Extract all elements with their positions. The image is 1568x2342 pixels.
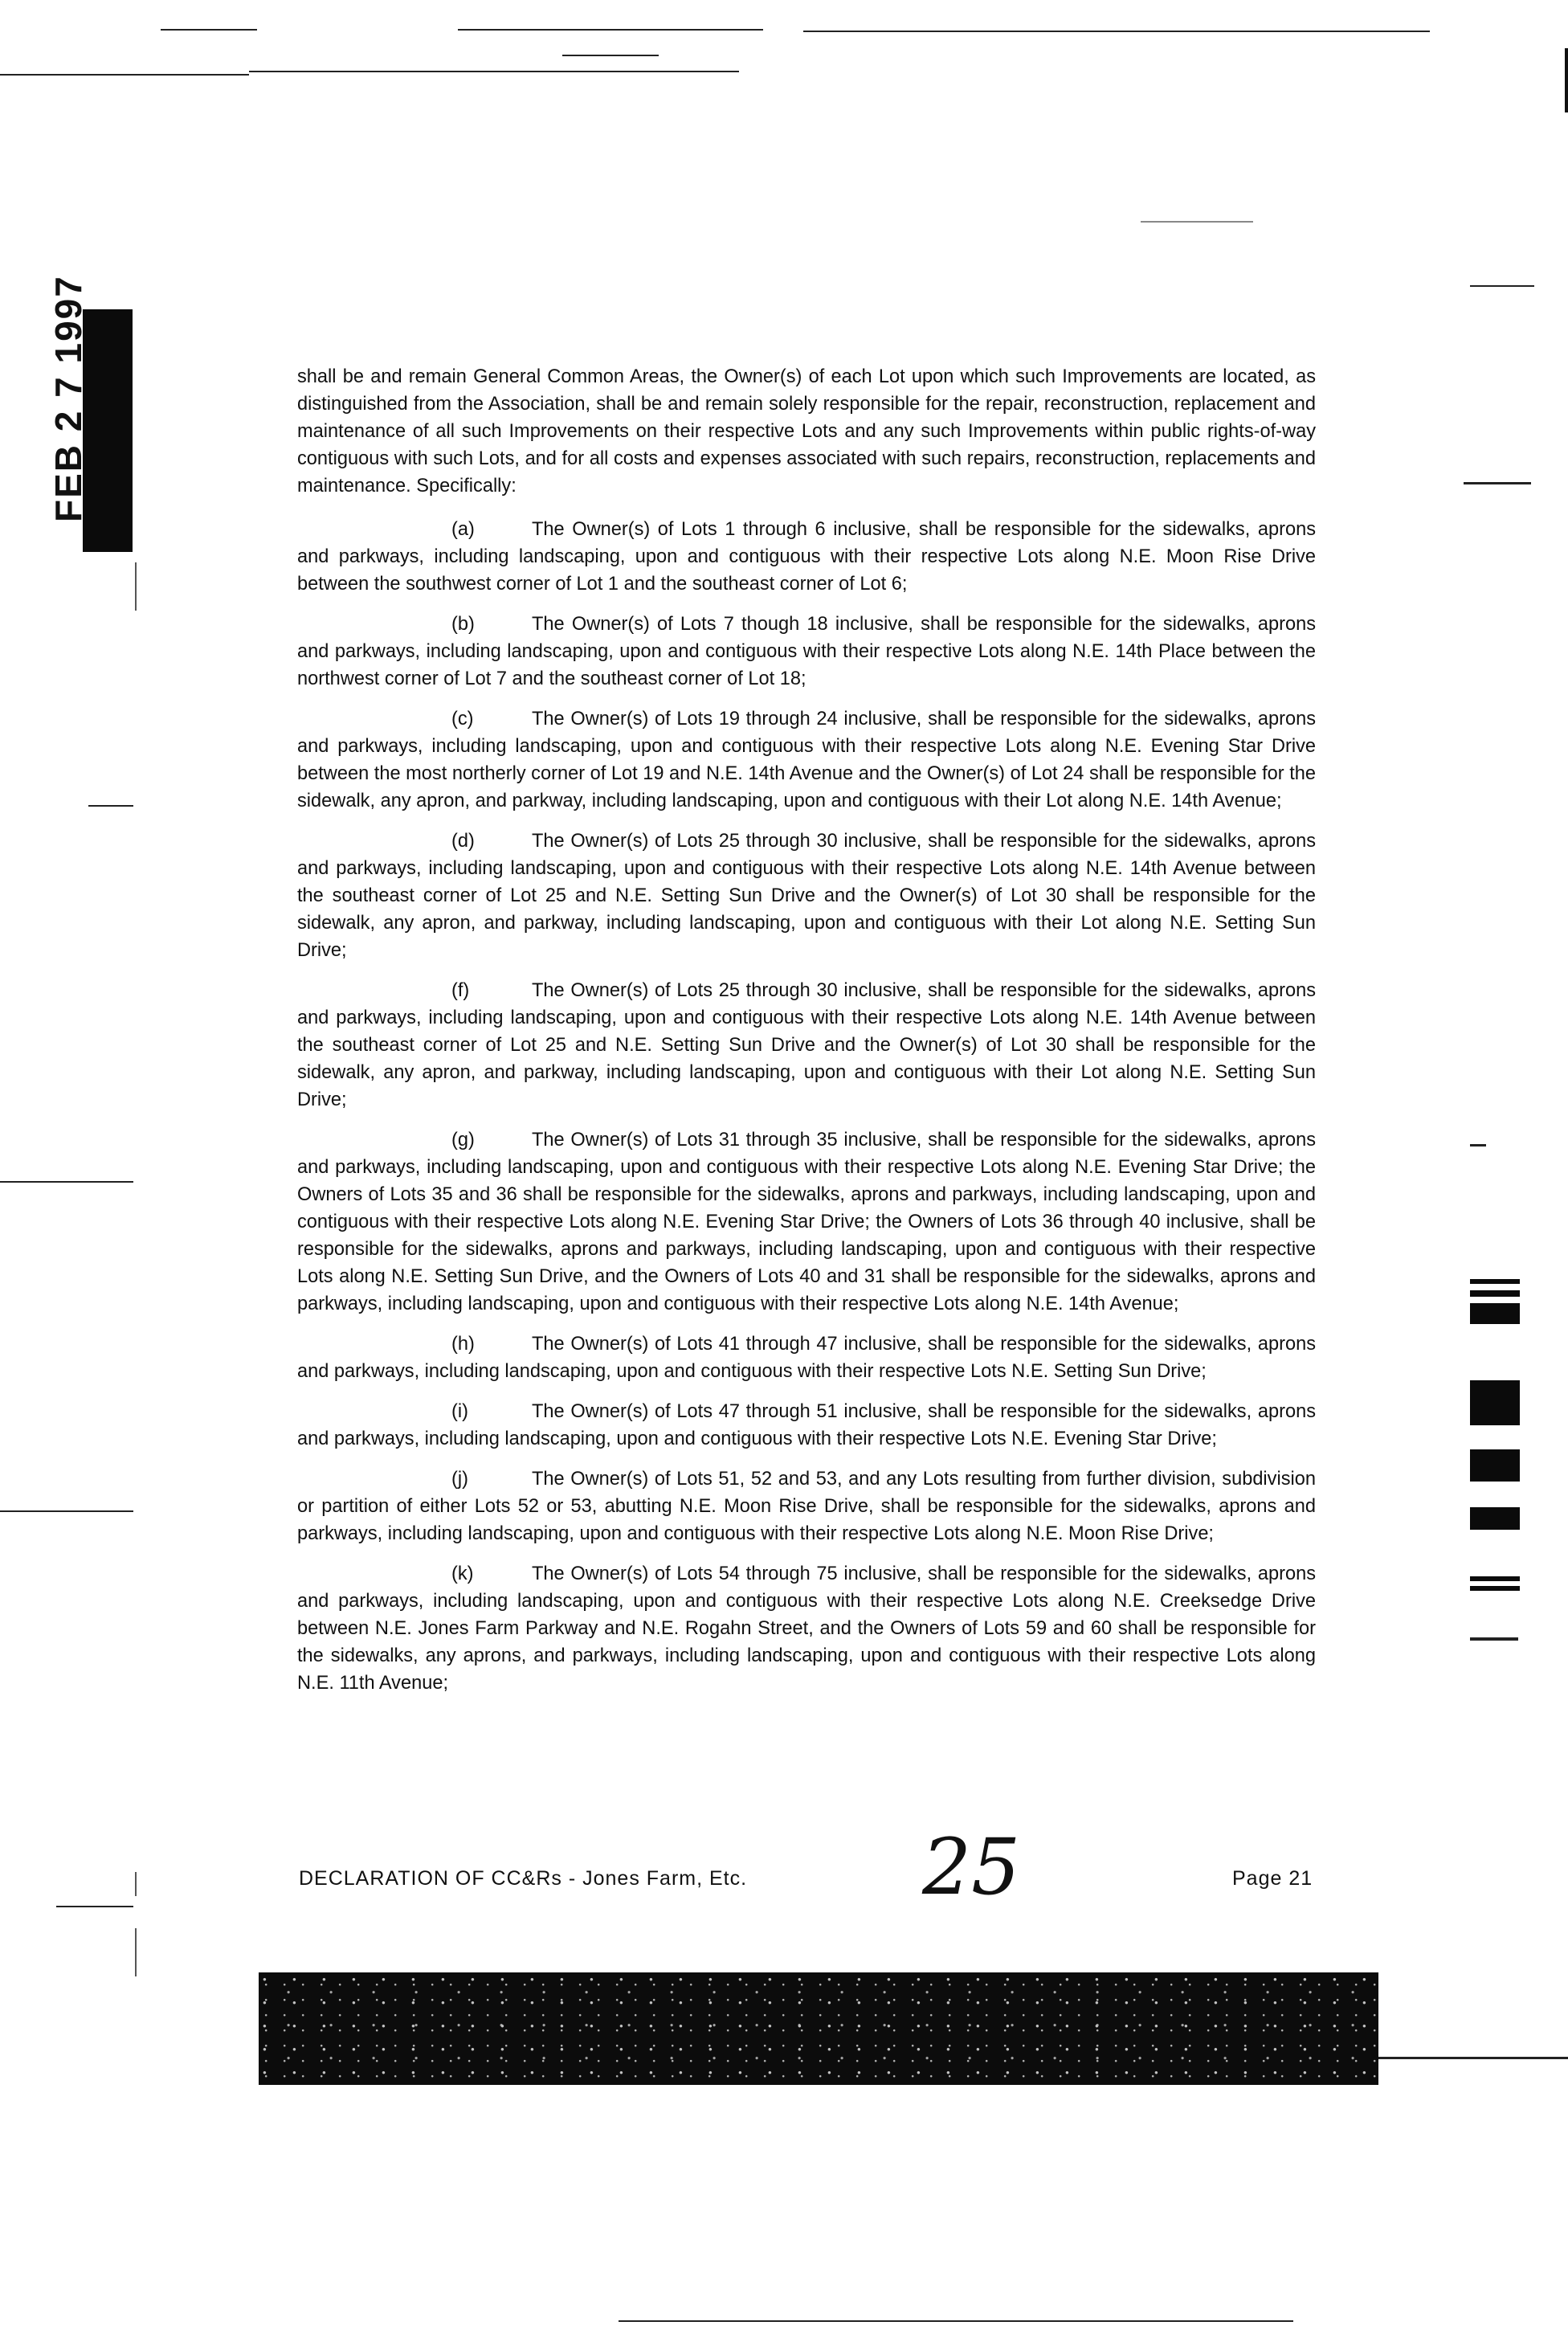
scan-rule bbox=[1358, 2057, 1568, 2059]
clause-paragraph bbox=[297, 1560, 1316, 1697]
scan-rule bbox=[1470, 1637, 1518, 1641]
clause-paragraph bbox=[297, 828, 1316, 964]
clause-paragraph bbox=[297, 516, 1316, 598]
scan-mark bbox=[1470, 1507, 1520, 1530]
clause-text: The Owner(s) of Lots 54 through 75 inclusive, shall be responsible for the sidewalks, aprons and parkways, including landscaping, upon and contiguous with their respective Lots along N.E. Creeksedge Drive between N.E. Jones Farm Parkway and N.E. Rogahn Street, and the Owners of Lots 59 and 60 shall be responsible for the sidewalks, any aprons, and parkways, including landscaping, upon and contiguous with their respective Lots along N.E. 11th Avenue; bbox=[297, 1563, 1316, 1694]
clause-text: The Owner(s) of Lots 31 through 35 inclusive, shall be responsible for the sidewalks, aprons and parkways, including landscaping, upon and contiguous with their respective Lots along N.E. Evening Star Drive; the Owners of Lots 35 and 36 shall be responsible for the sidewalks, aprons and parkways, including landscaping, upon and contiguous with their respective Lots along N.E. Evening Star Drive; the Owners of Lots 36 through 40 inclusive, shall be responsible for the sidewalks, aprons and parkways, including landscaping, upon and contiguous with their respective Lots along N.E. Setting Sun Drive, and the Owners of Lots 40 and 31 shall be responsible for the sidewalks, aprons and parkways, including landscaping, upon and contiguous with their respective Lots along N.E. 14th Avenue; bbox=[297, 1130, 1316, 1314]
scan-rule bbox=[1470, 285, 1534, 287]
scan-rule bbox=[88, 805, 133, 807]
clause-label: (f) bbox=[451, 980, 470, 1001]
scan-mark bbox=[135, 562, 137, 611]
clause-text: The Owner(s) of Lots 19 through 24 inclusive, shall be responsible for the sidewalks, aprons and parkways, including landscaping, upon and contiguous with their respective Lots along N.E. Evening Star Drive between the most northerly corner of Lot 19 and N.E. 14th Avenue and the Owner(s) of Lot 24 shall be responsible for the sidewalk, any apron, and parkway, including landscaping, upon and contiguous with their Lot along N.E. 14th Avenue; bbox=[297, 709, 1316, 811]
clause-paragraph bbox=[297, 611, 1316, 693]
footer-page-number: Page 21 bbox=[1232, 1867, 1313, 1890]
clause-text: The Owner(s) of Lots 7 though 18 inclusive, shall be responsible for the sidewalks, aprons and parkways, including landscaping, upon and contiguous with their respective Lots along N.E. 14th Place between the northwest corner of Lot 7 and the southeast corner of Lot 18; bbox=[297, 614, 1316, 689]
scan-rule bbox=[161, 29, 257, 31]
filing-date-stamp: FEB 2 7 1997 bbox=[47, 275, 89, 522]
scan-mark bbox=[1470, 1380, 1520, 1425]
clause-paragraph bbox=[297, 1398, 1316, 1453]
handwritten-page-number: 25 bbox=[922, 1822, 1021, 1912]
scan-rule bbox=[56, 1906, 133, 1907]
clause-list bbox=[297, 516, 1316, 1697]
scan-rule bbox=[249, 71, 739, 72]
clause-label: (i) bbox=[451, 1401, 468, 1422]
scan-rule bbox=[1470, 1144, 1486, 1146]
clause-label: (a) bbox=[451, 519, 475, 540]
scan-mark bbox=[1470, 1303, 1520, 1324]
clause-label: (h) bbox=[451, 1334, 475, 1355]
clause-text: The Owner(s) of Lots 1 through 6 inclusive, shall be responsible for the sidewalks, aprons and parkways, including landscaping, upon and contiguous with their respective Lots along N.E. Moon Rise Drive between the southwest corner of Lot 1 and the southeast corner of Lot 6; bbox=[297, 519, 1316, 595]
clause-text: The Owner(s) of Lots 51, 52 and 53, and any Lots resulting from further division, subdivision or partition of either Lots 52 or 53, abutting N.E. Moon Rise Drive, shall be responsible for the sidewalks, aprons and parkways, including landscaping, upon and contiguous with their respective Lots along N.E. Moon Rise Drive; bbox=[297, 1469, 1316, 1544]
scan-rule bbox=[803, 31, 1430, 32]
clause-paragraph bbox=[297, 977, 1316, 1114]
clause-text: The Owner(s) of Lots 25 through 30 inclusive, shall be responsible for the sidewalks, aprons and parkways, including landscaping, upon and contiguous with their respective Lots along N.E. 14th Avenue between the southeast corner of Lot 25 and N.E. Setting Sun Drive and the Owner(s) of Lot 30 shall be responsible for the sidewalk, any apron, and parkway, including landscaping, upon and contiguous with their Lot along N.E. Setting Sun Drive; bbox=[297, 980, 1316, 1110]
clause-paragraph bbox=[297, 1330, 1316, 1385]
clause-text: The Owner(s) of Lots 25 through 30 inclusive, shall be responsible for the sidewalks, aprons and parkways, including landscaping, upon and contiguous with their respective Lots along N.E. 14th Avenue between the southeast corner of Lot 25 and N.E. Setting Sun Drive and the Owner(s) of Lot 30 shall be responsible for the sidewalk, any apron, and parkway, including landscaping, upon and contiguous with their Lot along N.E. Setting Sun Drive; bbox=[297, 831, 1316, 961]
clause-text: The Owner(s) of Lots 47 through 51 inclusive, shall be responsible for the sidewalks, aprons and parkways, including landscaping, upon and contiguous with their respective Lots N.E. Evening Star Drive; bbox=[297, 1401, 1316, 1449]
clause-label: (c) bbox=[451, 709, 474, 730]
scan-rule bbox=[562, 55, 659, 56]
scan-mark bbox=[135, 1928, 137, 1976]
scan-rule bbox=[1464, 482, 1531, 484]
clause-label: (k) bbox=[451, 1563, 474, 1584]
scan-rule bbox=[0, 74, 249, 76]
clause-paragraph bbox=[297, 1465, 1316, 1547]
scan-noise-speckle bbox=[259, 1972, 1378, 2085]
document-body bbox=[297, 363, 1316, 1710]
scan-rule bbox=[0, 1510, 133, 1512]
clause-paragraph bbox=[297, 705, 1316, 815]
clause-label: (g) bbox=[451, 1130, 475, 1151]
clause-label: (b) bbox=[451, 614, 475, 635]
scan-mark bbox=[1470, 1290, 1520, 1297]
scan-mark bbox=[1470, 1279, 1520, 1284]
scan-noise-band bbox=[259, 1972, 1378, 2085]
intro-paragraph: shall be and remain General Common Areas, the Owner(s) of each Lot upon which such Improvements are located, as distinguished from the Association, shall be and remain solely responsible for the repair, reconstruction, replacement and maintenance of all such Improvements on their respective Lots and any such Improvements within public rights-of-way contiguous with such Lots, and for all costs and expenses associated with such repairs, reconstruction, replacements and maintenance. Specifically: bbox=[297, 366, 1316, 497]
clause-paragraph bbox=[297, 1126, 1316, 1318]
scan-rule bbox=[458, 29, 763, 31]
scan-mark bbox=[135, 1872, 137, 1896]
scan-mark bbox=[1470, 1449, 1520, 1482]
scan-rule bbox=[619, 2320, 1293, 2322]
scan-mark bbox=[1470, 1586, 1520, 1591]
scan-rule bbox=[1141, 221, 1253, 223]
clause-label: (j) bbox=[451, 1469, 468, 1490]
scan-rule bbox=[0, 1181, 133, 1183]
scan-mark bbox=[1470, 1576, 1520, 1581]
clause-text: The Owner(s) of Lots 41 through 47 inclusive, shall be responsible for the sidewalks, aprons and parkways, including landscaping, upon and contiguous with their respective Lots N.E. Setting Sun Drive; bbox=[297, 1334, 1316, 1382]
footer-title: DECLARATION OF CC&Rs - Jones Farm, Etc. bbox=[299, 1867, 748, 1890]
scan-mark bbox=[1565, 48, 1568, 112]
clause-label: (d) bbox=[451, 831, 475, 852]
